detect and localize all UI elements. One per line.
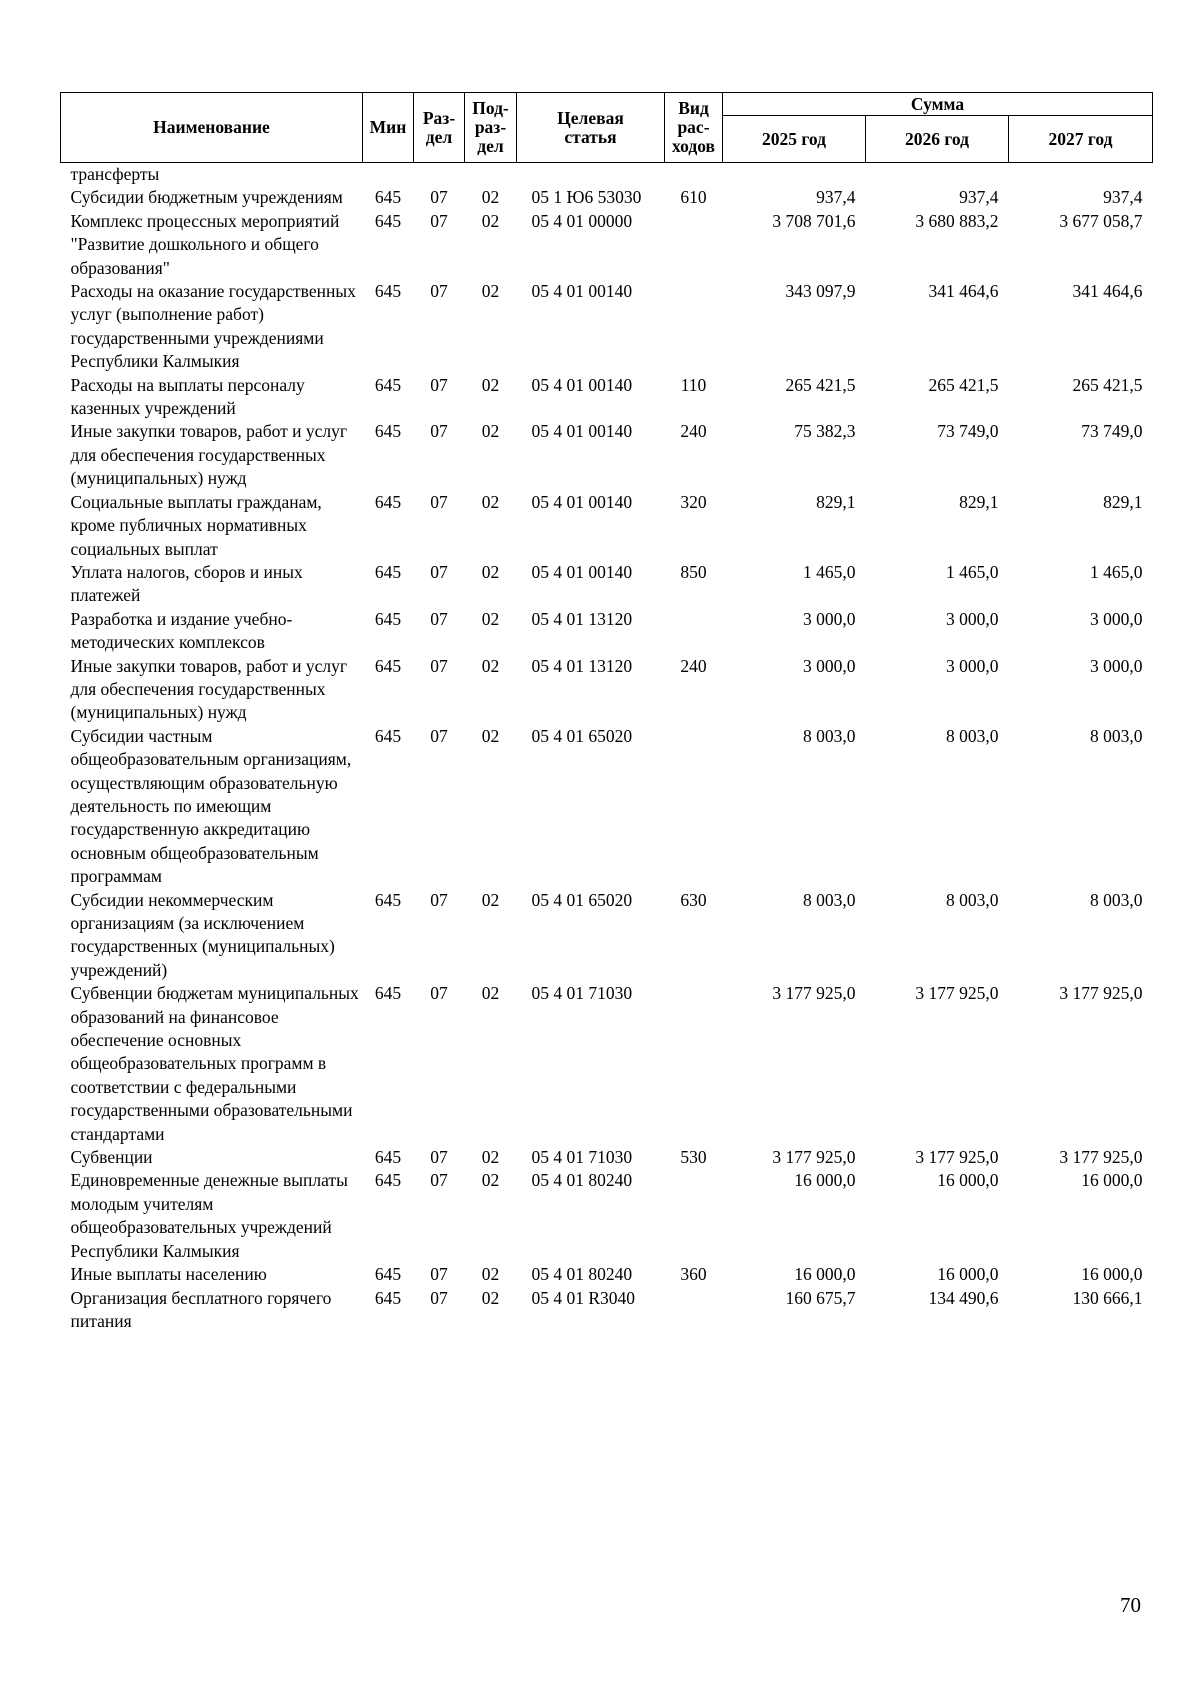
cell-celevaya-statya: 05 4 01 00140 xyxy=(531,374,633,395)
cell-celevaya-statya xyxy=(517,163,665,187)
cell-2025: 160 675,7 xyxy=(785,1287,856,1308)
cell-celevaya-statya: 05 4 01 00000 xyxy=(531,210,633,231)
cell-2025: 265 421,5 xyxy=(785,374,856,395)
cell-podrazdel: 02 xyxy=(481,725,500,746)
cell-2025: 8 003,0 xyxy=(803,725,856,746)
cell-2025: 8 003,0 xyxy=(803,889,856,910)
cell-razdel: 07 xyxy=(430,725,448,746)
header-summa: Сумма xyxy=(723,93,1153,116)
cell-podrazdel: 02 xyxy=(481,1170,500,1191)
cell-2026: 3 680 883,2 xyxy=(915,210,999,231)
cell-vid-rashodov xyxy=(665,163,723,187)
table-row xyxy=(61,608,1153,655)
cell-2025: 343 097,9 xyxy=(785,281,856,302)
cell-celevaya-statya: 05 4 01 13120 xyxy=(531,608,633,629)
cell-2025: 3 000,0 xyxy=(803,655,856,676)
table-row xyxy=(61,889,1153,983)
cell-2025: 3 177 925,0 xyxy=(772,983,856,1004)
cell-celevaya-statya: 05 4 01 65020 xyxy=(531,889,633,910)
cell-2026: 16 000,0 xyxy=(937,1170,999,1191)
cell-min: 645 xyxy=(374,210,402,231)
cell-vid-rashodov xyxy=(665,1287,723,1334)
cell-2025: 937,4 xyxy=(816,187,856,208)
cell-name: Субсидии частным общеобразовательным организациям, осуществляющим образовательную деятельность по имеющим государственную аккредитацию основным общеобразовательным программам xyxy=(70,725,352,887)
cell-2025: 16 000,0 xyxy=(794,1170,856,1191)
cell-vid-rashodov: 630 xyxy=(680,889,707,910)
cell-2026: 3 000,0 xyxy=(946,655,999,676)
cell-min: 645 xyxy=(374,281,402,302)
cell-celevaya-statya: 05 4 01 80240 xyxy=(531,1170,633,1191)
cell-celevaya-statya: 05 4 01 71030 xyxy=(531,1147,633,1168)
header-min: Мин xyxy=(363,93,414,163)
cell-min: 645 xyxy=(374,725,402,746)
cell-2025: 3 177 925,0 xyxy=(772,1147,856,1168)
cell-razdel: 07 xyxy=(430,187,448,208)
cell-min xyxy=(363,163,414,187)
cell-min: 645 xyxy=(374,561,402,582)
cell-2027: 3 677 058,7 xyxy=(1059,210,1143,231)
cell-vid-rashodov: 110 xyxy=(680,374,707,395)
cell-2027: 3 177 925,0 xyxy=(1059,983,1143,1004)
cell-razdel xyxy=(414,163,465,187)
cell-2027: 1 465,0 xyxy=(1090,561,1143,582)
cell-2027: 73 749,0 xyxy=(1081,421,1143,442)
table-row xyxy=(61,374,1153,421)
cell-podrazdel: 02 xyxy=(481,655,500,676)
cell-vid-rashodov: 240 xyxy=(680,421,707,442)
cell-razdel: 07 xyxy=(430,1170,448,1191)
cell-2027: 3 177 925,0 xyxy=(1059,1147,1143,1168)
cell-2027: 937,4 xyxy=(1103,187,1143,208)
cell-name: Разработка и издание учебно-методических комплексов xyxy=(70,608,293,653)
table-row xyxy=(61,420,1153,490)
cell-2025: 829,1 xyxy=(816,491,856,512)
cell-podrazdel: 02 xyxy=(481,1147,500,1168)
cell-min: 645 xyxy=(374,1264,402,1285)
cell-podrazdel: 02 xyxy=(481,187,500,208)
cell-2026: 3 177 925,0 xyxy=(915,1147,999,1168)
table-row xyxy=(61,210,1153,280)
header-name: Наименование xyxy=(61,93,363,163)
table-row xyxy=(61,186,1153,209)
cell-razdel: 07 xyxy=(430,983,448,1004)
cell-razdel: 07 xyxy=(430,561,448,582)
cell-razdel: 07 xyxy=(430,1287,448,1308)
cell-name: Иные закупки товаров, работ и услуг для обеспечения государственных (муниципальных) нужд xyxy=(70,421,348,489)
cell-2027 xyxy=(1009,163,1153,187)
cell-2027: 16 000,0 xyxy=(1081,1264,1143,1285)
header-podrazdel: Под- раз- дел xyxy=(465,93,517,163)
cell-celevaya-statya: 05 4 01 80240 xyxy=(531,1264,633,1285)
cell-2026 xyxy=(866,163,1009,187)
cell-vid-rashodov xyxy=(665,608,723,655)
cell-name: Субсидии некоммерческим организациям (за исключением государственных (муниципальных) учреждений) xyxy=(70,889,335,980)
cell-name: Единовременные денежные выплаты молодым учителям общеобразовательных учреждений Республики Калмыкия xyxy=(70,1170,348,1261)
cell-podrazdel: 02 xyxy=(481,1264,500,1285)
cell-2027: 265 421,5 xyxy=(1072,374,1143,395)
cell-vid-rashodov xyxy=(665,210,723,280)
cell-min: 645 xyxy=(374,1287,402,1308)
cell-2027: 8 003,0 xyxy=(1090,889,1143,910)
cell-2026: 341 464,6 xyxy=(928,281,999,302)
cell-podrazdel: 02 xyxy=(481,983,500,1004)
table-row xyxy=(61,280,1153,374)
cell-podrazdel: 02 xyxy=(481,561,500,582)
cell-name: Расходы на оказание государственных услуг (выполнение работ) государственными учреждениями Республики Калмыкия xyxy=(70,281,356,372)
cell-name: Комплекс процессных мероприятий "Развитие дошкольного и общего образования" xyxy=(70,210,340,278)
cell-min: 645 xyxy=(374,374,402,395)
cell-min: 645 xyxy=(374,608,402,629)
cell-min: 645 xyxy=(374,889,402,910)
cell-vid-rashodov: 320 xyxy=(680,491,707,512)
cell-2026: 16 000,0 xyxy=(937,1264,999,1285)
cell-2027: 130 666,1 xyxy=(1072,1287,1143,1308)
cell-2025 xyxy=(723,163,866,187)
cell-name: трансферты xyxy=(70,164,160,184)
table-row xyxy=(61,982,1153,1146)
cell-vid-rashodov xyxy=(665,1169,723,1263)
cell-vid-rashodov: 610 xyxy=(680,187,707,208)
budget-table xyxy=(60,92,1153,1333)
cell-vid-rashodov: 360 xyxy=(680,1264,707,1285)
cell-2026: 134 490,6 xyxy=(928,1287,999,1308)
cell-celevaya-statya: 05 4 01 00140 xyxy=(531,421,633,442)
cell-vid-rashodov: 530 xyxy=(680,1147,707,1168)
cell-2026: 8 003,0 xyxy=(946,725,999,746)
cell-min: 645 xyxy=(374,1170,402,1191)
cell-podrazdel xyxy=(465,163,517,187)
cell-celevaya-statya: 05 4 01 R3040 xyxy=(531,1287,636,1308)
cell-min: 645 xyxy=(374,655,402,676)
cell-name: Иные закупки товаров, работ и услуг для обеспечения государственных (муниципальных) нужд xyxy=(70,655,348,723)
table-row xyxy=(61,491,1153,561)
cell-podrazdel: 02 xyxy=(481,889,500,910)
cell-vid-rashodov xyxy=(665,725,723,889)
cell-celevaya-statya: 05 4 01 71030 xyxy=(531,983,633,1004)
cell-vid-rashodov: 240 xyxy=(680,655,707,676)
page-number: 70 xyxy=(1120,1593,1141,1617)
cell-celevaya-statya: 05 4 01 00140 xyxy=(531,491,633,512)
table-row xyxy=(61,655,1153,725)
header-razdel: Раз- дел xyxy=(414,93,465,163)
cell-razdel: 07 xyxy=(430,608,448,629)
cell-razdel: 07 xyxy=(430,421,448,442)
cell-podrazdel: 02 xyxy=(481,421,500,442)
cell-2027: 8 003,0 xyxy=(1090,725,1143,746)
cell-podrazdel: 02 xyxy=(481,210,500,231)
cell-2026: 265 421,5 xyxy=(928,374,999,395)
cell-podrazdel: 02 xyxy=(481,491,500,512)
cell-name: Субсидии бюджетным учреждениям xyxy=(70,187,343,208)
cell-razdel: 07 xyxy=(430,491,448,512)
cell-2027: 16 000,0 xyxy=(1081,1170,1143,1191)
cell-name: Иные выплаты населению xyxy=(70,1264,267,1285)
cell-2025: 1 465,0 xyxy=(803,561,856,582)
cell-min: 645 xyxy=(374,491,402,512)
cell-vid-rashodov xyxy=(665,982,723,1146)
cell-2026: 937,4 xyxy=(959,187,999,208)
table-row xyxy=(61,163,1153,187)
cell-celevaya-statya: 05 4 01 65020 xyxy=(531,725,633,746)
cell-min: 645 xyxy=(374,187,402,208)
cell-2026: 3 177 925,0 xyxy=(915,983,999,1004)
cell-razdel: 07 xyxy=(430,210,448,231)
cell-2026: 8 003,0 xyxy=(946,889,999,910)
cell-podrazdel: 02 xyxy=(481,374,500,395)
cell-name: Субвенции xyxy=(70,1147,153,1168)
header-2027: 2027 год xyxy=(1009,116,1153,163)
cell-celevaya-statya: 05 4 01 00140 xyxy=(531,281,633,302)
header-2026: 2026 год xyxy=(866,116,1009,163)
cell-celevaya-statya: 05 4 01 13120 xyxy=(531,655,633,676)
cell-podrazdel: 02 xyxy=(481,1287,500,1308)
table-row xyxy=(61,1146,1153,1169)
cell-2027: 3 000,0 xyxy=(1090,608,1143,629)
header-celevaya-statya: Целевая статья xyxy=(517,93,665,163)
table-row xyxy=(61,1287,1153,1334)
cell-2026: 3 000,0 xyxy=(946,608,999,629)
cell-celevaya-statya: 05 4 01 00140 xyxy=(531,561,633,582)
header-vid-rashodov: Вид рас- ходов xyxy=(665,93,723,163)
cell-name: Субвенции бюджетам муниципальных образований на финансовое обеспечение основных общеобразовательных программ в соответствии с федеральными государственными образовательными стандартами xyxy=(70,983,359,1144)
cell-razdel: 07 xyxy=(430,1147,448,1168)
header-2025: 2025 год xyxy=(723,116,866,163)
cell-min: 645 xyxy=(374,983,402,1004)
cell-vid-rashodov xyxy=(665,280,723,374)
cell-2026: 829,1 xyxy=(959,491,999,512)
cell-vid-rashodov: 850 xyxy=(680,561,707,582)
cell-podrazdel: 02 xyxy=(481,608,500,629)
table-row xyxy=(61,725,1153,889)
cell-name: Уплата налогов, сборов и иных платежей xyxy=(70,561,303,606)
cell-celevaya-statya: 05 1 Ю6 53030 xyxy=(531,187,642,208)
cell-podrazdel: 02 xyxy=(481,281,500,302)
cell-2027: 829,1 xyxy=(1103,491,1143,512)
cell-razdel: 07 xyxy=(430,889,448,910)
table-row xyxy=(61,1263,1153,1286)
cell-2025: 3 000,0 xyxy=(803,608,856,629)
cell-min: 645 xyxy=(374,1147,402,1168)
cell-name: Социальные выплаты гражданам, кроме публичных нормативных социальных выплат xyxy=(70,491,322,559)
cell-razdel: 07 xyxy=(430,281,448,302)
cell-2027: 341 464,6 xyxy=(1072,281,1143,302)
cell-razdel: 07 xyxy=(430,1264,448,1285)
table-row xyxy=(61,1169,1153,1263)
cell-name: Расходы на выплаты персоналу казенных учреждений xyxy=(70,374,305,419)
cell-razdel: 07 xyxy=(430,374,448,395)
cell-2027: 3 000,0 xyxy=(1090,655,1143,676)
table-row xyxy=(61,561,1153,608)
cell-2025: 16 000,0 xyxy=(794,1264,856,1285)
table-body xyxy=(61,163,1153,1334)
cell-2025: 3 708 701,6 xyxy=(772,210,856,231)
cell-2025: 75 382,3 xyxy=(794,421,856,442)
cell-razdel: 07 xyxy=(430,655,448,676)
cell-name: Организация бесплатного горячего питания xyxy=(70,1287,332,1331)
cell-min: 645 xyxy=(374,421,402,442)
cell-2026: 1 465,0 xyxy=(946,561,999,582)
cell-2026: 73 749,0 xyxy=(937,421,999,442)
